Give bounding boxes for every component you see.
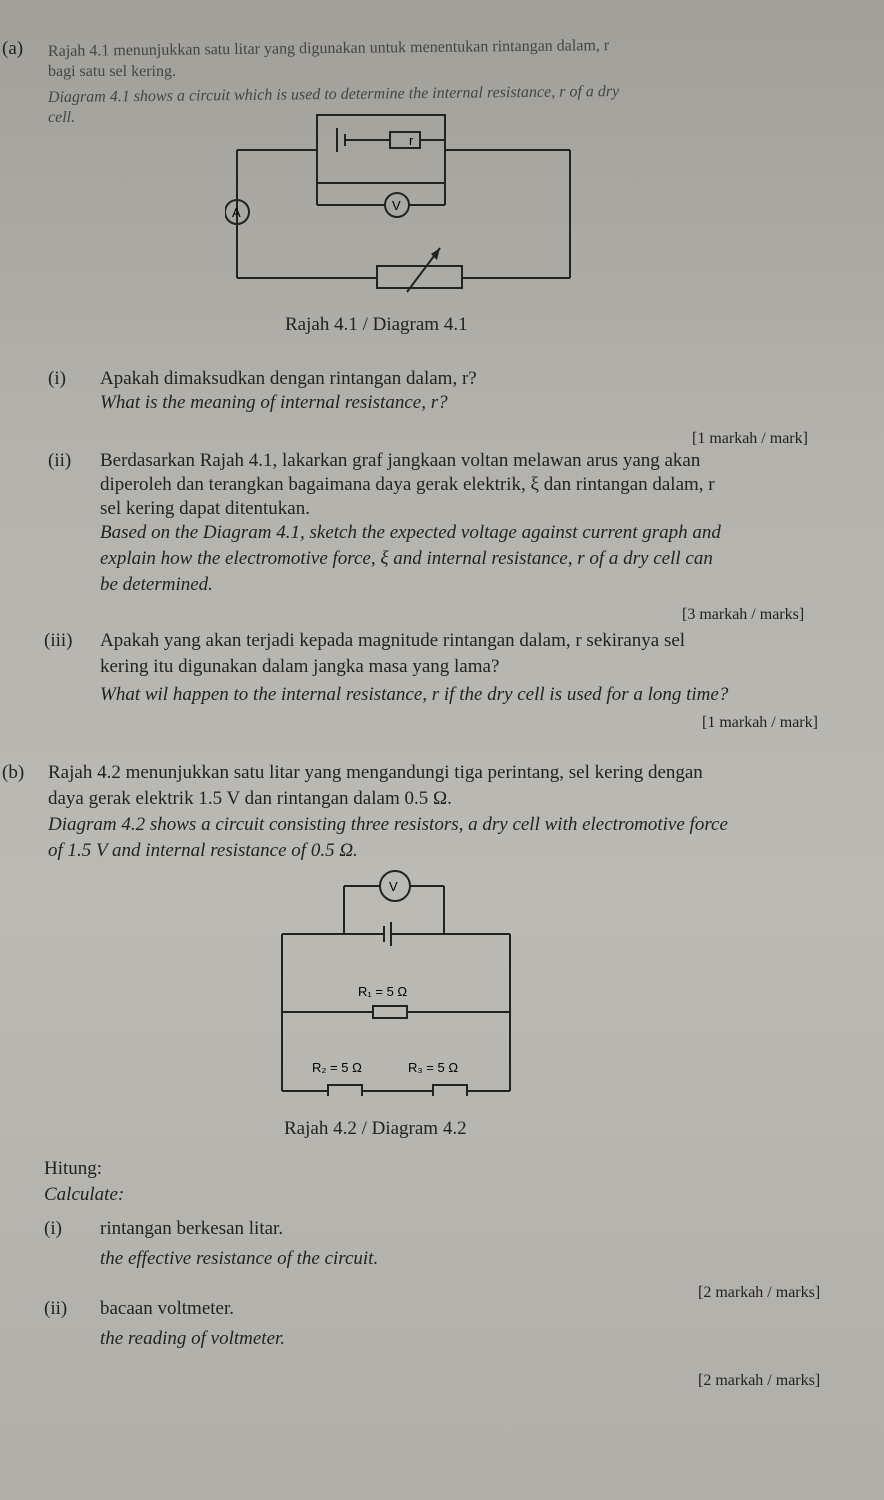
part-b-label: (b) (2, 762, 25, 783)
a-ii-en-1: Based on the Diagram 4.1, sketch the expected voltage against current graph and (100, 522, 721, 543)
part-a-intro-ms: Rajah 4.1 menunjukkan satu litar yang digunakan untuk menentukan rintangan dalam, r (47, 37, 610, 60)
part-a-intro-en: Diagram 4.1 shows a circuit which is used to determine the internal resistance, r of a dry (47, 83, 620, 106)
b-ii-marks: [2 markah / marks] (698, 1372, 821, 1389)
a-ii-en-2: explain how the electromotive force, ξ and internal resistance, r of a dry cell can (100, 548, 713, 569)
a-ii-marks: [3 markah / marks] (682, 606, 805, 623)
diagram-4-2 (270, 866, 530, 1096)
a-iii-num: (iii) (44, 630, 73, 651)
cell-r-label: r (409, 133, 414, 148)
part-b-en-1: Diagram 4.2 shows a circuit consisting three resistors, a dry cell with electromotive force (48, 814, 728, 835)
resistor-r3 (433, 1085, 467, 1096)
b-ii-num: (ii) (44, 1298, 68, 1319)
part-b-ms-1: Rajah 4.2 menunjukkan satu litar yang mengandungi tiga perintang, sel kering dengan (48, 762, 703, 783)
b-ii-ms: bacaan voltmeter. (100, 1298, 234, 1319)
internal-resistor (390, 132, 420, 148)
b-i-marks: [2 markah / marks] (698, 1284, 821, 1301)
resistor-r1 (373, 1006, 407, 1018)
voltmeter-b-label: V (389, 879, 398, 894)
resistor-r2 (328, 1085, 362, 1096)
b-i-num: (i) (44, 1218, 62, 1239)
a-i-marks: [1 markah / mark] (692, 430, 808, 447)
b-i-en: the effective resistance of the circuit. (100, 1248, 379, 1269)
a-iii-ms-1: Apakah yang akan terjadi kepada magnitude rintangan dalam, r sekiranya sel (100, 630, 686, 651)
a-iii-en: What wil happen to the internal resistance, r if the dry cell is used for a long time? (100, 684, 729, 705)
diagram-4-1-caption: Rajah 4.1 / Diagram 4.1 (285, 314, 468, 335)
part-b-ms-2: daya gerak elektrik 1.5 V dan rintangan dalam 0.5 Ω. (48, 788, 452, 809)
diagram-4-1 (225, 110, 585, 310)
b-ii-en: the reading of voltmeter. (100, 1328, 286, 1349)
a-ii-num: (ii) (48, 450, 72, 471)
part-a-intro-en-2: cell. (48, 109, 76, 126)
a-ii-ms-1: Berdasarkan Rajah 4.1, lakarkan graf jangkaan voltan melawan arus yang akan (100, 450, 701, 471)
diagram-4-2-caption: Rajah 4.2 / Diagram 4.2 (284, 1118, 467, 1139)
part-b-en-2: of 1.5 V and internal resistance of 0.5 Ω. (48, 840, 358, 861)
a-i-num: (i) (48, 368, 66, 389)
a-i-en: What is the meaning of internal resistance, r? (100, 392, 448, 413)
part-a-label: (a) (2, 38, 24, 59)
a-iii-ms-2: kering itu digunakan dalam jangka masa yang lama? (100, 656, 500, 677)
b-i-ms: rintangan berkesan litar. (100, 1218, 284, 1239)
a-ii-ms-2: diperoleh dan terangkan bagaimana daya gerak elektrik, ξ dan rintangan dalam, r (100, 474, 715, 495)
a-ii-en-3: be determined. (100, 574, 213, 595)
part-a-intro-ms-2: bagi satu sel kering. (48, 63, 176, 80)
a-iii-marks: [1 markah / mark] (702, 714, 818, 731)
ammeter-label: A (232, 205, 241, 220)
a-i-ms: Apakah dimaksudkan dengan rintangan dalam, r? (100, 368, 477, 389)
r3-label: R₃ = 5 Ω (408, 1060, 459, 1075)
a-ii-ms-3: sel kering dapat ditentukan. (100, 498, 310, 519)
r2-label: R₂ = 5 Ω (312, 1060, 362, 1075)
calc-ms: Hitung: (44, 1158, 103, 1179)
calc-en: Calculate: (44, 1184, 125, 1205)
voltmeter-label: V (392, 198, 401, 213)
r1-label: R₁ = 5 Ω (358, 984, 408, 999)
